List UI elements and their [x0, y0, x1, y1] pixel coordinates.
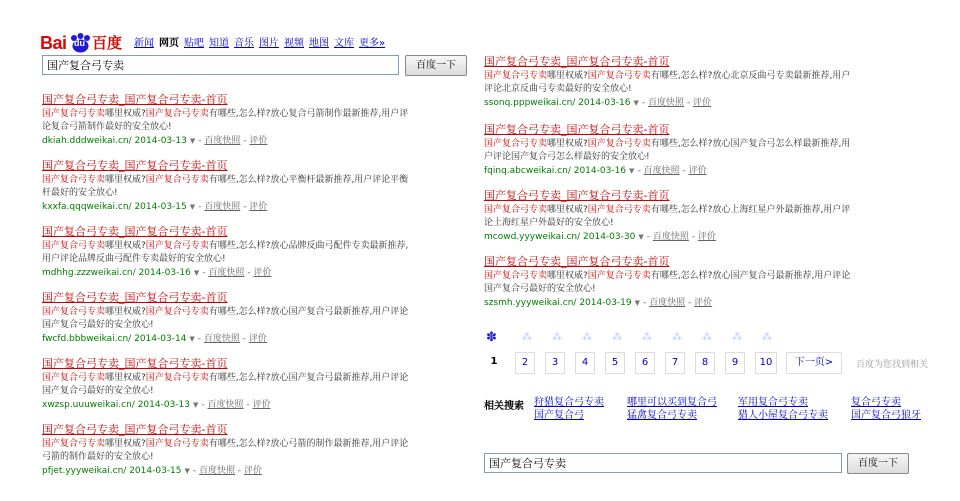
snapshot-link[interactable]: 百度快照: [199, 466, 236, 476]
result-url: kxxfa.qqqweikai.cn/: [42, 202, 132, 212]
abstract-text: 有哪些,怎么样?放心上海红星户外最新推荐,用户评论上海红星户外最好的安全放心!: [484, 205, 851, 228]
result-meta: [484, 231, 854, 243]
abstract-highlight: 国产复合弓专卖: [42, 241, 106, 251]
meta-separator: -: [685, 298, 695, 308]
result-meta: [484, 297, 854, 309]
meta-separator: -: [637, 166, 641, 176]
review-link[interactable]: 评价: [694, 298, 713, 308]
result-meta: [42, 333, 412, 345]
paw-icon: ⁂: [642, 332, 652, 343]
abstract-highlight: 国产复合弓专卖: [587, 139, 651, 149]
result-meta: [42, 201, 412, 213]
abstract-text: 哪里权威?: [105, 307, 146, 317]
meta-separator: -: [240, 136, 250, 146]
paw-icon: ⁂: [672, 332, 682, 343]
page-link[interactable]: 5: [605, 352, 625, 374]
nav-item[interactable]: 更多»: [359, 38, 386, 49]
snapshot-link[interactable]: 百度快照: [207, 400, 244, 410]
result-meta: [484, 165, 854, 177]
result-url: xwzsp.uuuweikai.cn/: [42, 400, 135, 410]
abstract-text: 哪里权威?: [105, 373, 146, 383]
result-meta: [42, 267, 412, 279]
abstract-highlight: 国产复合弓专卖: [484, 71, 548, 81]
abstract-text: 哪里权威?: [547, 271, 588, 281]
related-search-label: 相关搜索: [484, 401, 524, 412]
result-url: fqinq.abcweikai.cn/: [484, 166, 571, 176]
dropdown-triangle-icon[interactable]: ▼: [193, 401, 199, 409]
meta-separator: -: [192, 466, 197, 476]
result-meta: [42, 399, 412, 411]
current-page: 1: [484, 352, 504, 374]
abstract-highlight: 国产复合弓专卖: [587, 71, 651, 81]
review-link[interactable]: 评价: [253, 268, 272, 278]
abstract-highlight: 国产复合弓专卖: [42, 109, 106, 119]
related-search-link[interactable]: 猎人小屋复合弓专卖: [738, 410, 828, 421]
paw-icon: ⁂: [702, 332, 712, 343]
abstract-highlight: 国产复合弓专卖: [484, 205, 548, 215]
meta-separator: -: [244, 268, 254, 278]
dropdown-triangle-icon[interactable]: ▼: [184, 467, 190, 475]
paw-icon: ⁂: [552, 332, 562, 343]
snapshot-link[interactable]: 百度快照: [648, 98, 685, 108]
paw-icon: ⁂: [612, 332, 622, 343]
result-title-link[interactable]: 国产复合弓专卖_国产复合弓专卖-首页: [42, 423, 228, 436]
meta-separator: -: [235, 466, 245, 476]
review-link[interactable]: 评价: [249, 202, 268, 212]
abstract-text: 有哪些,怎么样?放心北京反曲弓专卖最新推荐,用户评论北京反曲弓专卖最好的安全放心!: [484, 71, 851, 94]
related-search-link[interactable]: 猛禽复合弓专卖: [627, 410, 697, 421]
dropdown-triangle-icon[interactable]: ▼: [189, 137, 196, 145]
result-url: mdhhg.zzzweikai.cn/: [42, 268, 136, 278]
search-button[interactable]: 百度一下: [405, 55, 467, 76]
related-search-link[interactable]: 狩猎复合弓专卖: [534, 397, 604, 408]
snapshot-link[interactable]: 百度快照: [204, 202, 241, 212]
snapshot-link[interactable]: 百度快照: [208, 268, 245, 278]
result-url: ssonq.pppweikai.cn/: [484, 98, 576, 108]
page-link[interactable]: 8: [695, 352, 715, 374]
bottom-search-input[interactable]: 国产复合弓专卖: [484, 453, 842, 473]
result-title-link[interactable]: 国产复合弓专卖_国产复合弓专卖-首页: [484, 123, 670, 136]
result-date: 2014-03-15: [129, 466, 182, 476]
dropdown-triangle-icon[interactable]: ▼: [629, 167, 635, 175]
result-abstract: [42, 108, 412, 134]
search-result: [42, 225, 412, 279]
paw-icon: ✽: [486, 330, 497, 345]
bottom-search-button[interactable]: 百度一下: [847, 453, 909, 474]
abstract-highlight: 国产复合弓专卖: [42, 307, 106, 317]
result-date: 2014-03-15: [134, 202, 187, 212]
result-title-link[interactable]: 国产复合弓专卖_国产复合弓专卖-首页: [42, 225, 228, 238]
page-link[interactable]: 4: [575, 352, 595, 374]
review-link[interactable]: 评价: [249, 136, 268, 146]
review-link[interactable]: 评价: [248, 334, 267, 344]
abstract-text: 哪里权威?: [105, 439, 146, 449]
page-link[interactable]: 10: [755, 352, 777, 374]
abstract-highlight: 国产复合弓专卖: [42, 373, 106, 383]
dropdown-triangle-icon[interactable]: ▼: [193, 269, 200, 277]
meta-separator: -: [197, 334, 202, 344]
abstract-text: 有哪些,怎么样?放心国产复合弓最新推荐,用户评论国产复合弓最好的安全放心!: [42, 307, 409, 330]
result-abstract: [484, 70, 854, 96]
nav-item[interactable]: 图片: [259, 38, 279, 49]
meta-separator: -: [239, 334, 249, 344]
abstract-text: 有哪些,怎么样?放心国产复合弓最新推荐,用户评论国产复合弓最好的安全放心!: [42, 373, 409, 396]
paw-icon: ⁂: [522, 332, 532, 343]
meta-separator: -: [243, 400, 253, 410]
abstract-text: 哪里权威?: [105, 241, 146, 251]
abstract-text: 哪里权威?: [547, 205, 588, 215]
abstract-text: 有哪些,怎么样?放心国产复合弓怎么样最新推荐,用户评论国产复合弓怎么样最好的安全放心!: [484, 139, 851, 162]
result-date: 2014-03-13: [137, 400, 190, 410]
result-abstract: [42, 438, 412, 464]
result-date: 2014-03-19: [579, 298, 632, 308]
pagination: [484, 352, 954, 376]
page-link[interactable]: 3: [545, 352, 565, 374]
logo-text-cn: 百度: [92, 34, 123, 52]
result-meta: [42, 465, 412, 477]
meta-separator: -: [240, 202, 250, 212]
result-url: szsmh.yyyweikai.cn/: [484, 298, 577, 308]
meta-separator: -: [202, 268, 206, 278]
snapshot-link[interactable]: 百度快照: [203, 334, 240, 344]
abstract-text: 有哪些,怎么样?放心品牌反曲弓配件专卖最新推荐,用户评论品牌反曲弓配件专卖最好的安全放心!: [42, 241, 409, 264]
result-date: 2014-03-30: [583, 232, 636, 242]
abstract-highlight: 国产复合弓专卖: [587, 271, 651, 281]
abstract-highlight: 国产复合弓专卖: [145, 373, 209, 383]
nav-item[interactable]: 文库: [334, 38, 354, 49]
meta-separator: -: [643, 298, 647, 308]
result-abstract: [42, 306, 412, 332]
result-abstract: [484, 138, 854, 164]
search-result: [484, 255, 854, 309]
related-search-link[interactable]: 哪里可以买到复合弓: [627, 397, 717, 408]
snapshot-link[interactable]: 百度快照: [649, 298, 686, 308]
result-date: 2014-03-16: [573, 166, 627, 176]
review-link[interactable]: 评价: [252, 400, 271, 410]
meta-separator: -: [641, 98, 646, 108]
baidu-logo[interactable]: [40, 33, 122, 53]
result-url: pfjet.yyyweikai.cn/: [42, 466, 127, 476]
meta-separator: -: [198, 136, 202, 146]
related-search-link[interactable]: 复合弓专卖: [851, 397, 901, 408]
meta-separator: -: [688, 232, 698, 242]
nav-item[interactable]: 网页: [159, 38, 179, 49]
result-abstract: [42, 240, 412, 266]
review-link[interactable]: 评价: [244, 466, 263, 476]
abstract-text: 有哪些,怎么样?放心国产复合弓最新推荐,用户评论国产复合弓最好的安全放心!: [484, 271, 851, 294]
abstract-highlight: 国产复合弓专卖: [42, 439, 106, 449]
logo-text-bai: Bai: [40, 33, 67, 53]
dropdown-triangle-icon[interactable]: ▼: [638, 233, 644, 241]
related-search-link[interactable]: 国产复合弓狼牙: [851, 410, 921, 421]
page-link[interactable]: 9: [725, 352, 745, 374]
nav-item[interactable]: 音乐: [234, 38, 254, 49]
review-link[interactable]: 评价: [688, 166, 707, 176]
result-abstract: [484, 204, 854, 230]
result-meta: [484, 97, 854, 109]
nav-item[interactable]: 知道: [209, 38, 229, 49]
search-result: [484, 123, 854, 177]
result-url: dkiah.dddweikai.cn/: [42, 136, 132, 146]
search-result: [484, 189, 854, 243]
meta-separator: -: [684, 98, 694, 108]
result-date: 2014-03-16: [138, 268, 191, 278]
result-meta: [42, 135, 412, 147]
abstract-text: 有哪些,怎么样?放心平衡杆最新推荐,用户评论平衡杆最好的安全放心!: [42, 175, 409, 198]
abstract-text: 哪里权威?: [547, 139, 588, 149]
nav-item[interactable]: 贴吧: [184, 38, 204, 49]
result-date: 2014-03-13: [134, 136, 187, 146]
result-count-note: 百度为您找到相关: [856, 360, 929, 370]
review-link[interactable]: 评价: [693, 98, 712, 108]
abstract-highlight: 国产复合弓专卖: [145, 241, 209, 251]
nav-item[interactable]: 新闻: [134, 38, 154, 49]
search-result: [42, 357, 412, 411]
search-result: [42, 159, 412, 213]
abstract-highlight: 国产复合弓专卖: [145, 109, 209, 119]
meta-separator: -: [679, 166, 689, 176]
result-title-link[interactable]: 国产复合弓专卖_国产复合弓专卖-首页: [42, 291, 228, 304]
result-title-link[interactable]: 国产复合弓专卖_国产复合弓专卖-首页: [42, 357, 228, 370]
result-url: fwcfd.bbbweikai.cn/: [42, 334, 132, 344]
meta-separator: -: [201, 400, 205, 410]
dropdown-triangle-icon[interactable]: ▼: [633, 99, 639, 107]
meta-separator: -: [646, 232, 650, 242]
result-date: 2014-03-14: [134, 334, 187, 344]
next-page-button[interactable]: 下一页>: [786, 352, 842, 374]
page-link[interactable]: 2: [515, 352, 535, 374]
abstract-highlight: 国产复合弓专卖: [145, 175, 209, 185]
abstract-text: 有哪些,怎么样?放心复合弓箭制作最新推荐,用户评论复合弓箭制作最好的安全放心!: [42, 109, 409, 132]
result-title-link[interactable]: 国产复合弓专卖_国产复合弓专卖-首页: [484, 189, 670, 202]
search-result: [42, 291, 412, 345]
logo-text-du: du: [74, 38, 85, 48]
dropdown-triangle-icon[interactable]: ▼: [634, 299, 641, 307]
abstract-text: 哪里权威?: [105, 109, 146, 119]
result-title-link[interactable]: 国产复合弓专卖_国产复合弓专卖-首页: [42, 93, 228, 106]
paw-icon: ⁂: [732, 332, 742, 343]
abstract-highlight: 国产复合弓专卖: [145, 307, 209, 317]
search-input[interactable]: 国产复合弓专卖: [42, 55, 399, 75]
search-result: [484, 55, 854, 109]
snapshot-link[interactable]: 百度快照: [643, 166, 680, 176]
abstract-highlight: 国产复合弓专卖: [484, 271, 548, 281]
result-date: 2014-03-16: [578, 98, 631, 108]
dropdown-triangle-icon[interactable]: ▼: [189, 203, 196, 211]
nav-item[interactable]: 视频: [284, 38, 304, 49]
abstract-text: 有哪些,怎么样?放心弓箭的制作最新推荐,用户评论弓箭的制作最好的安全放心!: [42, 439, 409, 462]
pager-paw-row: [486, 332, 926, 348]
result-abstract: [484, 270, 854, 296]
page-link[interactable]: 6: [635, 352, 655, 374]
review-link[interactable]: 评价: [697, 232, 716, 242]
search-result: [42, 423, 412, 477]
abstract-highlight: 国产复合弓专卖: [145, 439, 209, 449]
result-url: mcowd.yyyweikai.cn/: [484, 232, 581, 242]
result-abstract: [42, 372, 412, 398]
search-result: [42, 93, 412, 147]
top-nav: [134, 37, 390, 51]
related-search-link[interactable]: 国产复合弓: [534, 410, 584, 421]
paw-icon: ⁂: [762, 332, 772, 343]
snapshot-link[interactable]: 百度快照: [652, 232, 689, 242]
dropdown-triangle-icon[interactable]: ▼: [189, 335, 195, 343]
result-title-link[interactable]: 国产复合弓专卖_国产复合弓专卖-首页: [484, 55, 670, 68]
snapshot-link[interactable]: 百度快照: [204, 136, 241, 146]
abstract-text: 哪里权威?: [105, 175, 146, 185]
result-title-link[interactable]: 国产复合弓专卖_国产复合弓专卖-首页: [42, 159, 228, 172]
result-title-link[interactable]: 国产复合弓专卖_国产复合弓专卖-首页: [484, 255, 670, 268]
nav-item[interactable]: 地图: [309, 38, 329, 49]
abstract-text: 哪里权威?: [547, 71, 588, 81]
result-abstract: [42, 174, 412, 200]
related-search-link[interactable]: 军用复合弓专卖: [738, 397, 808, 408]
abstract-highlight: 国产复合弓专卖: [587, 205, 651, 215]
abstract-highlight: 国产复合弓专卖: [484, 139, 548, 149]
abstract-highlight: 国产复合弓专卖: [42, 175, 106, 185]
paw-icon: ⁂: [582, 332, 592, 343]
page-link[interactable]: 7: [665, 352, 685, 374]
meta-separator: -: [198, 202, 202, 212]
